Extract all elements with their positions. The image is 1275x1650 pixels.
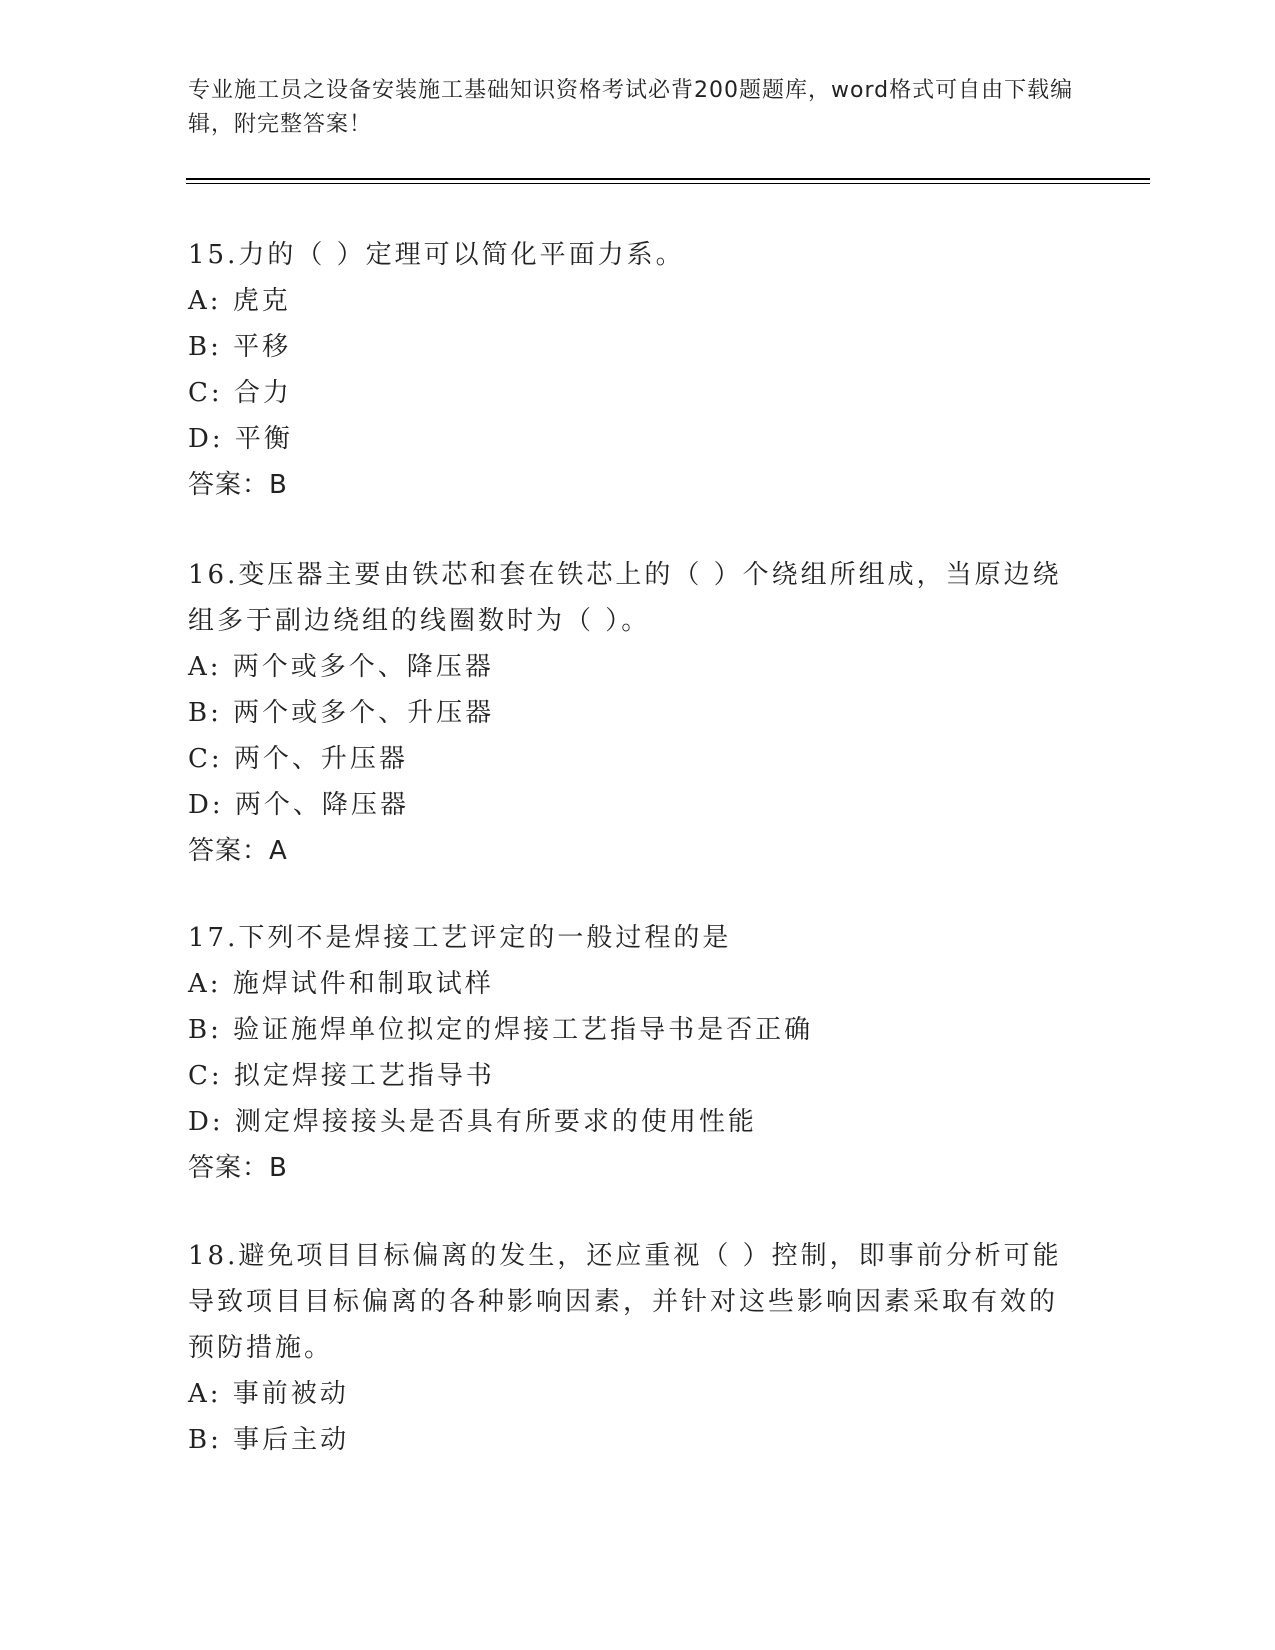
question-15 [188,232,1068,508]
question-stem: 18.避免项目目标偏离的发生，还应重视（ ）控制，即事前分析可能导致项目目标偏离的各种影响因素，并针对这些影响因素采取有效的预防措施。 [188,1241,1062,1363]
option-d: D: 两个、降压器 [188,790,409,820]
option-a: A: 施焊试件和制取试样 [188,969,494,999]
question-stem: 15.力的（ ）定理可以简化平面力系。 [188,240,685,270]
answer-line: 答案：B [188,1153,288,1183]
answer-line: 答案：B [188,470,288,500]
header-divider-thin [186,183,1150,184]
option-a: A: 虎克 [188,286,291,316]
option-d: D: 测定焊接接头是否具有所要求的使用性能 [188,1107,757,1137]
answer-line: 答案：A [188,836,288,866]
document-header: 专业施工员之设备安装施工基础知识资格考试必背200题题库，word格式可自由下载编辑，附完整答案！ [188,78,1074,137]
option-c: C: 两个、升压器 [188,744,408,774]
option-c: C: 合力 [188,378,292,408]
option-b: B: 验证施焊单位拟定的焊接工艺指导书是否正确 [188,1015,814,1045]
question-18 [188,1233,1068,1463]
question-17 [188,915,1068,1191]
question-stem: 16.变压器主要由铁芯和套在铁芯上的（ ）个绕组所组成，当原边绕组多于副边绕组的线圈数时为（ ）。 [188,560,1062,636]
option-d: D: 平衡 [188,424,293,454]
question-stem: 17.下列不是焊接工艺评定的一般过程的是 [188,923,732,953]
option-b: B: 平移 [188,332,292,362]
option-a: A: 事前被动 [188,1379,349,1409]
header-divider-thick [186,178,1150,180]
option-c: C: 拟定焊接工艺指导书 [188,1061,495,1091]
question-16 [188,552,1068,874]
option-b: B: 两个或多个、升压器 [188,698,495,728]
option-a: A: 两个或多个、降压器 [188,652,494,682]
option-b: B: 事后主动 [188,1425,350,1455]
